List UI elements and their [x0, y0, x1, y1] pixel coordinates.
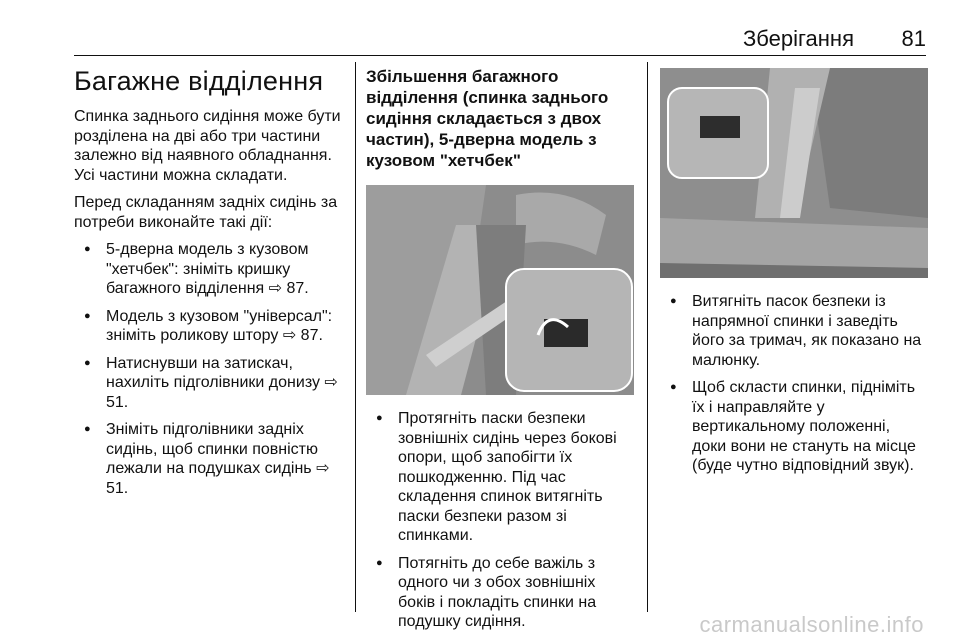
page-title: Багажне відділення	[74, 66, 324, 96]
steps-list-col3	[660, 292, 928, 476]
watermark: carmanualsonline.info	[699, 612, 924, 637]
preparation-paragraph: Перед складанням задніх сидінь за потреби виконайте такі дії:	[74, 194, 338, 231]
column-3	[660, 60, 928, 484]
list-item: ● Витягніть пасок безпеки із напрямної спинки і заведіть його за тримач, як показано на малюнку.	[660, 292, 928, 370]
list-item: ● Зніміть підголівники задніх сидінь, щоб спинки повністю лежали на подушках сидінь ⇨ 51.	[74, 420, 348, 498]
list-item: ● Протягніть паски безпеки зовнішніх сидінь через бокові опори, щоб запобігти їх пошкодженню. Під час складення спинок витягніть паски безпеки разом зі спинками.	[366, 409, 634, 546]
list-item: ● Модель з кузовом "універсал": зніміть роликову штору ⇨ 87.	[74, 307, 348, 346]
steps-list-col2	[366, 409, 634, 632]
preparation-list	[74, 240, 348, 498]
column-2	[366, 60, 634, 640]
section-heading: Збільшення багажного відділення (спинка заднього сидіння складається з двох частин), 5-дверна модель з кузовом "хетчбек"	[366, 67, 609, 170]
section-title: Зберігання	[743, 26, 854, 51]
seat-belt-guide-illustration	[366, 185, 634, 395]
column-1	[74, 60, 348, 506]
seat-illustration	[660, 68, 928, 278]
list-item: ● Щоб скласти спинки, підніміть їх і направляйте у вертикальному положенні, доки вони не стануть на місце (буде чутно відповідний звук).	[660, 378, 928, 476]
column-divider-2	[647, 62, 648, 612]
list-item: ● Потягніть до себе важіль з одного чи з обох зовнішніх боків і покладіть спинки на подушку сидіння.	[366, 554, 634, 632]
page-number: 81	[901, 26, 926, 51]
belt-holder-illustration	[660, 68, 928, 278]
seat-illustration	[366, 185, 634, 395]
header-rule	[74, 55, 926, 56]
list-item: ● Натиснувши на затискач, нахиліть підголівники донизу ⇨ 51.	[74, 354, 348, 413]
page-header	[0, 26, 960, 56]
list-item: ● 5-дверна модель з кузовом "хетчбек": зніміть кришку багажного відділення ⇨ 87.	[74, 240, 348, 299]
intro-paragraph: Спинка заднього сидіння може бути розділена на дві або три частини залежно від наявного обладнання. Усі частини можна складати.	[74, 108, 341, 184]
column-divider-1	[355, 62, 356, 612]
